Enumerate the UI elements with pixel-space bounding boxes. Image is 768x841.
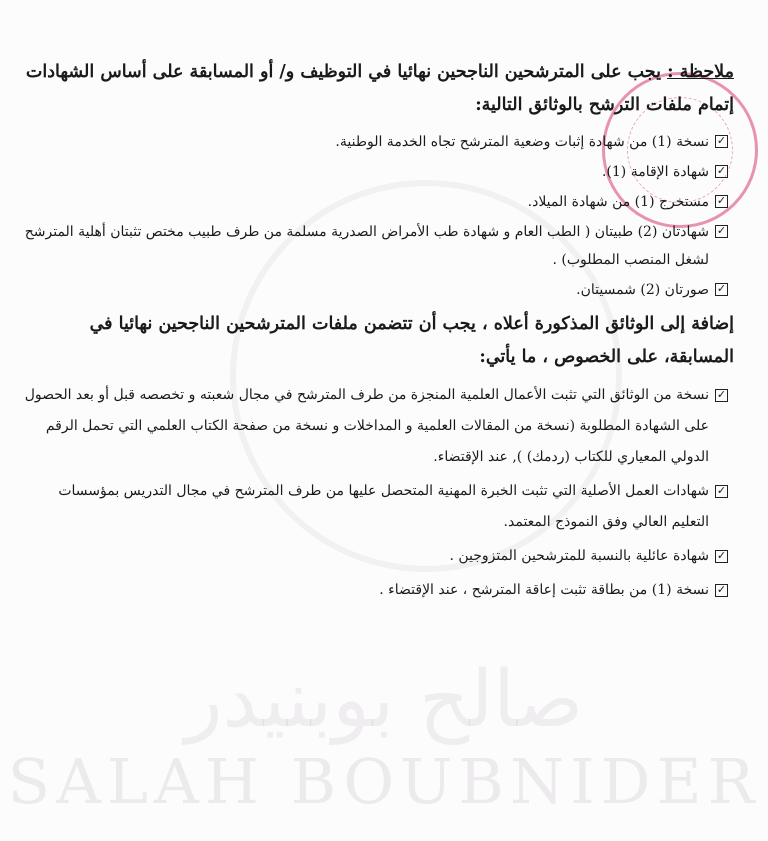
checkbox-checked-icon: ✓ bbox=[716, 164, 727, 177]
list-item-text: شهادتان (2) طبيتان ( الطب العام و شهادة طب الأمراض الصدرية مسلمة من طرف طبيب مختص تثبتان أهلية المترشح لشغل المنصب المطلوب) . bbox=[24, 224, 709, 268]
checkbox-checked-icon: ✓ bbox=[716, 224, 727, 237]
note-lead: ملاحظة : bbox=[667, 62, 734, 82]
checkbox-checked-icon: ✓ bbox=[716, 583, 727, 596]
list-item-text: شهادة الإقامة (1). bbox=[601, 164, 709, 180]
checkbox-checked-icon: ✓ bbox=[716, 484, 727, 497]
watermark-latin: SALAH BOUBNIDER bbox=[7, 745, 761, 818]
document-body bbox=[24, 56, 734, 609]
note-text: يجب على المترشحين الناجحين نهائيا في التوظيف و/ أو المسابقة على أساس الشهادات إتمام ملفات الترشح بالوثائق التالية: bbox=[25, 62, 734, 115]
list-item bbox=[24, 476, 728, 538]
competition-documents-list bbox=[24, 380, 734, 606]
checkbox-checked-icon: ✓ bbox=[716, 388, 727, 401]
checkbox-checked-icon: ✓ bbox=[716, 282, 727, 295]
list-item-text: صورتان (2) شمسيتان. bbox=[576, 282, 709, 298]
watermark-arabic: صالح بوبنيدر bbox=[184, 655, 584, 745]
list-item-text: نسخة من الوثائق التي تثبت الأعمال العلمية المنجزة من طرف المترشح في مجال شعبته و تخصصه قبل أو بعد الحصول على الشهادة المطلوبة (نسخة من المقالات العلمية و المداخلات و نسخة من صفحة الكتاب العلمي التي تحمل الرقم الدولي المعياري للكتاب (ردمك) ), عند الإقتضاء. bbox=[24, 387, 709, 465]
competition-heading: إضافة إلى الوثائق المذكورة أعلاه ، يجب أن تتضمن ملفات المترشحين الناجحين نهائيا في المسابقة، على الخصوص ، ما يأتي: bbox=[89, 314, 734, 367]
note-heading bbox=[24, 56, 734, 122]
list-item bbox=[24, 380, 728, 473]
list-item-text: مستخرج (1) من شهادة الميلاد. bbox=[527, 194, 709, 210]
list-item bbox=[24, 541, 728, 572]
list-item bbox=[24, 575, 728, 606]
list-item bbox=[24, 276, 728, 304]
checkbox-checked-icon: ✓ bbox=[716, 549, 727, 562]
list-item bbox=[24, 218, 728, 274]
list-item-text: شهادة عائلية بالنسبة للمترشحين المتزوجين . bbox=[449, 548, 709, 564]
list-item-text: نسخة (1) من شهادة إثبات وضعية المترشح تجاه الخدمة الوطنية. bbox=[335, 134, 709, 150]
list-item bbox=[24, 158, 728, 186]
list-item bbox=[24, 128, 728, 156]
list-item bbox=[24, 188, 728, 216]
checkbox-checked-icon: ✓ bbox=[716, 134, 727, 147]
required-documents-list bbox=[24, 128, 734, 304]
list-item-text: نسخة (1) من بطاقة تثبت إعاقة المترشح ، عند الإقتضاء . bbox=[379, 582, 709, 598]
checkbox-checked-icon: ✓ bbox=[716, 194, 727, 207]
list-item-text: شهادات العمل الأصلية التي تثبت الخبرة المهنية المتحصل عليها من طرف المترشح في مجال التدريس بمؤسسات التعليم العالي وفق النموذج المعتمد. bbox=[58, 483, 709, 530]
